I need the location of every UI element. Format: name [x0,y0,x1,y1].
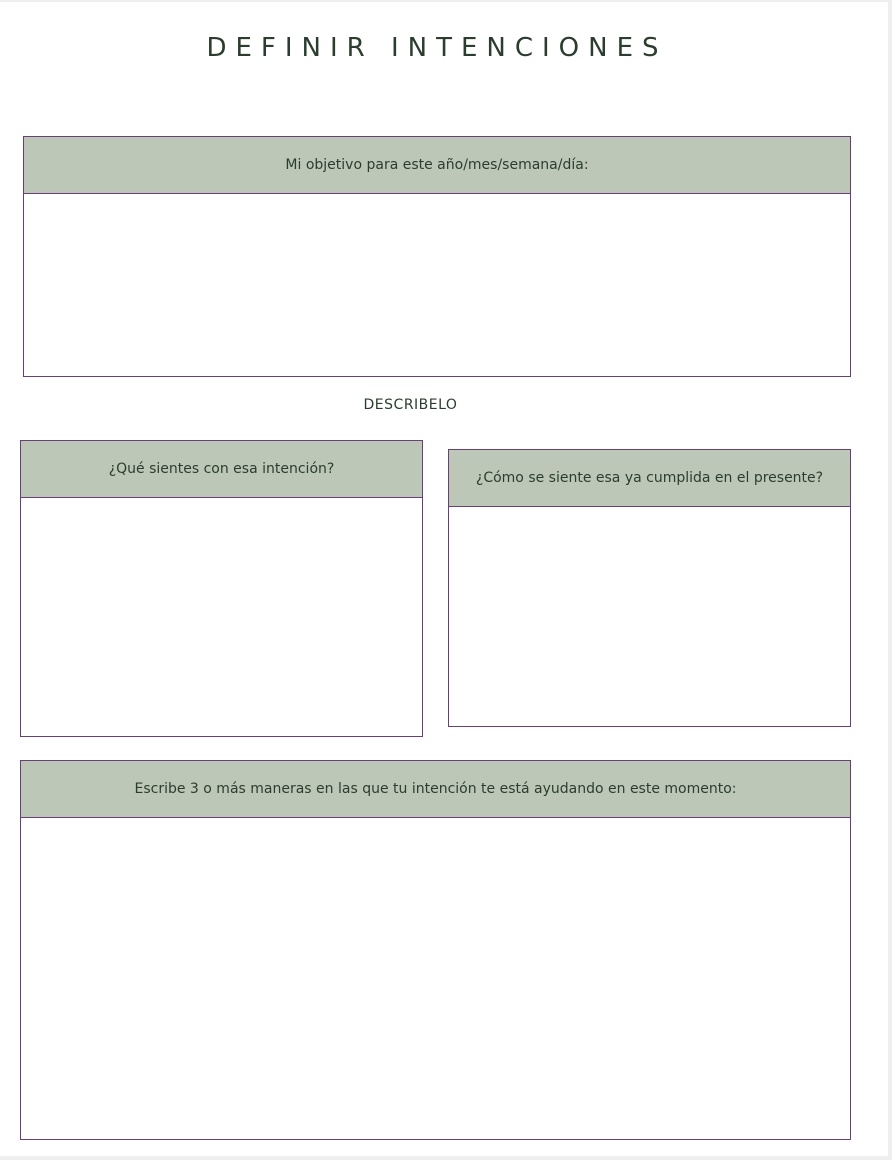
ways-writing-area[interactable] [21,818,850,1140]
ways-box [20,760,851,1140]
fulfilled-box [448,449,851,727]
feel-box [20,440,423,737]
feel-writing-area[interactable] [21,498,422,737]
describe-section-label: DESCRIBELO [363,397,458,413]
worksheet-page [0,2,888,1156]
page-title: DEFINIR INTENCIONES [206,33,668,63]
objective-box-heading: Mi objetivo para este año/mes/semana/día: [24,137,850,194]
objective-box [23,136,851,377]
feel-box-heading: ¿Qué sientes con esa intención? [21,441,422,498]
ways-box-heading: Escribe 3 o más maneras en las que tu intención te está ayudando en este momento: [21,761,850,818]
fulfilled-box-heading: ¿Cómo se siente esa ya cumplida en el presente? [449,450,850,507]
fulfilled-writing-area[interactable] [449,507,850,727]
objective-writing-area[interactable] [24,194,850,377]
